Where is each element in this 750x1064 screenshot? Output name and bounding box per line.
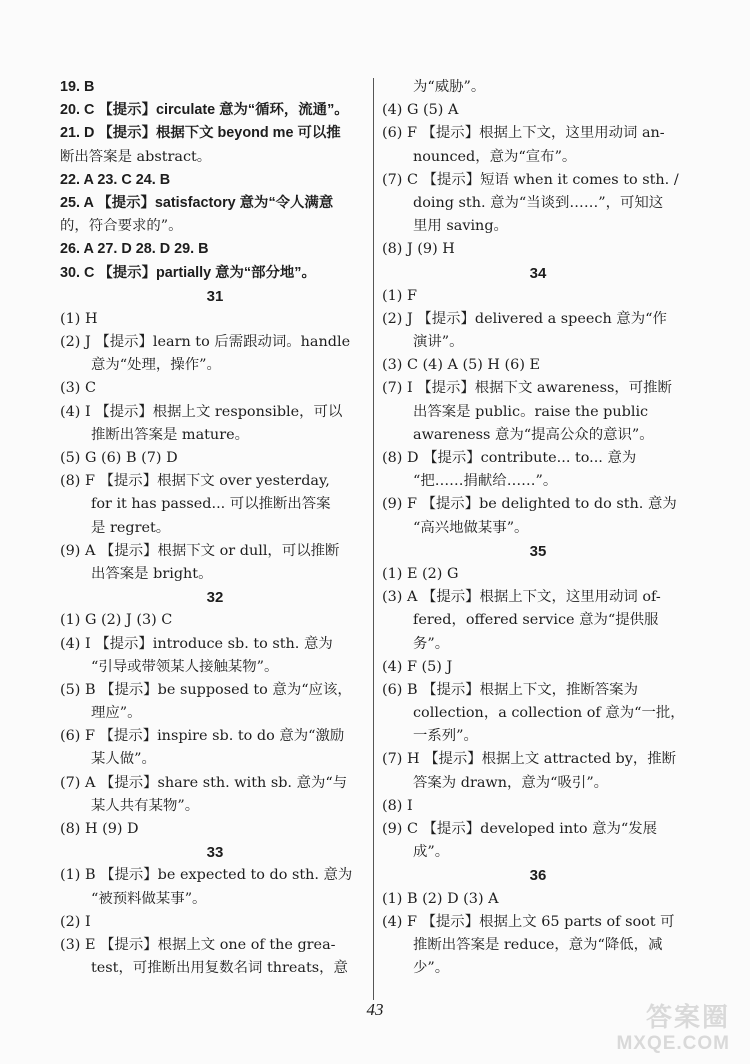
section-heading: 34 (529, 264, 547, 282)
answer-line: (8) I (382, 797, 413, 814)
answer-line: doing sth. 意为“当谈到……”，可知这 (413, 194, 664, 211)
answer-line: test，可推断出用复数名词 threats，意 (91, 960, 348, 977)
answer-line: (1) G (2) J (3) C (60, 612, 173, 629)
answer-line: (6) F 【提示】inspire sb. to do 意为“激励 (60, 728, 345, 745)
answer-line: (8) F 【提示】根据下文 over yesterday, (60, 473, 330, 490)
answer-line: “高兴地做某事”。 (413, 519, 529, 536)
answer-line: (7) C 【提示】短语 when it comes to sth. / (382, 171, 679, 188)
answer-line: 是 regret。 (91, 519, 171, 536)
answer-line: 26. A 27. D 28. D 29. B (60, 241, 209, 258)
answer-line: 出答案是 public。raise the public (413, 403, 649, 420)
answer-line: (1) E (2) G (382, 565, 459, 582)
answer-line: “引导或带领某人接触某物”。 (91, 658, 279, 675)
answer-line: 意为“处理，操作”。 (91, 357, 221, 374)
answer-line: (9) F 【提示】be delighted to do sth. 意为 (382, 496, 677, 513)
answer-line: 成”。 (413, 844, 450, 861)
answer-line: 里用 saving。 (413, 218, 508, 235)
answer-line: 某人共有某物”。 (91, 797, 200, 814)
answer-line: (2) J 【提示】learn to 后需跟动词。handle (60, 334, 351, 351)
answer-line: (7) I 【提示】根据下文 awareness，可推断 (382, 380, 672, 397)
right-column (382, 76, 694, 980)
answer-line: (5) G (6) B (7) D (60, 450, 178, 466)
answer-line: 出答案是 bright。 (91, 565, 213, 582)
answer-line: 30. C 【提示】partially 意为“部分地”。 (60, 264, 316, 281)
section-heading: 31 (206, 287, 224, 305)
answer-line: (9) A 【提示】根据下文 or dull，可以推断 (60, 542, 340, 559)
answer-line: (1) F (382, 287, 417, 304)
section-heading: 32 (206, 589, 224, 607)
answer-line: 20. C 【提示】circulate 意为“循环，流通”。 (60, 102, 349, 119)
section-heading: 36 (529, 867, 547, 885)
answer-line: collection，a collection of 意为“一批， (413, 705, 685, 722)
answer-line: (3) A 【提示】根据上下文，这里用动词 of- (382, 589, 661, 606)
answer-line: 务”。 (413, 635, 450, 652)
column-divider (373, 78, 374, 1000)
answer-line: 断出答案是 abstract。 (60, 148, 212, 165)
answer-line: (8) J (9) H (382, 241, 455, 258)
answer-line: (4) G (5) A (382, 102, 459, 119)
answer-line: (1) B 【提示】be expected to do sth. 意为 (60, 867, 353, 884)
answer-line: fered，offered service 意为“提供服 (413, 612, 659, 629)
answer-line: 推断出答案是 reduce，意为“降低，减 (413, 936, 663, 953)
answer-line: (2) I (60, 913, 91, 930)
answer-line: 某人做”。 (91, 751, 156, 768)
left-column (60, 76, 370, 980)
answer-line: 答案为 drawn，意为“吸引”。 (413, 774, 609, 791)
section-heading: 35 (529, 542, 547, 560)
answer-line: (8) H (9) D (60, 821, 139, 837)
answer-line: (1) H (60, 310, 98, 327)
answer-line: (7) A 【提示】share sth. with sb. 意为“与 (60, 774, 348, 791)
answer-line: 理应”。 (91, 705, 142, 722)
section-heading: 33 (206, 844, 224, 862)
answer-line: “被预料做某事”。 (91, 890, 207, 907)
answer-line: 推断出答案是 mature。 (91, 426, 249, 443)
answer-line: 25. A 【提示】satisfactory 意为“令人满意 (60, 194, 334, 211)
answer-line: 19. B (60, 79, 95, 95)
answer-line: (6) F 【提示】根据上下文，这里用动词 an- (382, 125, 665, 142)
answer-line: (8) D 【提示】contribute... to... 意为 (382, 450, 637, 466)
answer-line: (4) I 【提示】根据上文 responsible，可以 (60, 403, 343, 420)
answer-line: 的，符合要求的”。 (60, 218, 183, 235)
answer-line: (3) C (60, 380, 96, 397)
watermark-sub-text: MXQE.COM (616, 1033, 730, 1054)
answer-line: (6) B 【提示】根据上下文，推断答案为 (382, 681, 638, 698)
watermark-main-text: 答案圈 (645, 1002, 730, 1032)
watermark-logo (616, 1004, 730, 1053)
answer-line: 22. A 23. C 24. B (60, 171, 171, 188)
answer-line: 一系列”。 (413, 728, 478, 745)
answer-line: awareness 意为“提高公众的意识”。 (413, 426, 654, 443)
answer-line: (3) C (4) A (5) H (6) E (382, 357, 541, 374)
answer-line: “把……捐献给……”。 (413, 473, 558, 490)
answer-line: 少”。 (413, 960, 450, 977)
answer-line: nounced，意为“宣布”。 (413, 148, 577, 165)
answer-line: (7) H 【提示】根据上文 attracted by，推断 (382, 751, 677, 768)
answer-line: (3) E 【提示】根据上文 one of the grea- (60, 936, 336, 953)
answer-line: (4) I 【提示】introduce sb. to sth. 意为 (60, 635, 333, 652)
page-number: 43 (366, 1000, 384, 1019)
answer-line: (5) B 【提示】be supposed to 意为“应该， (60, 681, 352, 698)
answer-line: (2) J 【提示】delivered a speech 意为“作 (382, 310, 667, 327)
answer-line: (9) C 【提示】developed into 意为“发展 (382, 821, 658, 837)
answer-line: (4) F (5) J (382, 658, 453, 675)
answer-line: (1) B (2) D (3) A (382, 890, 499, 907)
answer-line: 演讲”。 (413, 334, 464, 351)
answer-line: for it has passed... 可以推断出答案 (91, 496, 331, 513)
answer-line: 为“威胁”。 (413, 79, 486, 95)
answer-line: 21. D 【提示】根据下文 beyond me 可以推 (60, 125, 341, 142)
answer-line: (4) F 【提示】根据上文 65 parts of soot 可 (382, 913, 675, 930)
